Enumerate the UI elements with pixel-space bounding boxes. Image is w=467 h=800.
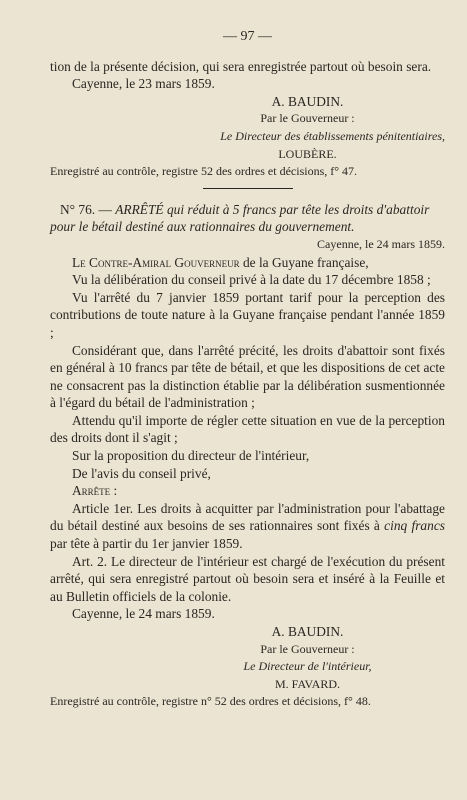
decree-number: N° 76. [60, 201, 96, 217]
article-1-italic: cinq francs [384, 518, 445, 534]
previous-director-name: LOUBÈRE. [278, 146, 337, 161]
issuer-rest: de la Guyane française, [242, 254, 369, 270]
decree-issuer [50, 254, 445, 272]
consideration: Attendu qu'il importe de régler cette situation en vue de la perception des droits dont il s'agit ; [50, 412, 445, 446]
arrete-label: Arrête : [72, 483, 118, 499]
decree-director-name: M. FAVARD. [274, 676, 341, 691]
previous-registration: Enregistré au contrôle, registre 52 des ordres et décisions, f° 47. [50, 164, 358, 179]
decree-dateline: Cayenne, le 24 mars 1859. [317, 236, 445, 251]
decree-title [50, 201, 445, 236]
decree-place-date: Cayenne, le 24 mars 1859. [72, 606, 215, 622]
decree-title-caps: ARRÊTÉ [115, 201, 164, 217]
decree-dash: — [98, 201, 112, 217]
consideration: De l'avis du conseil privé, [72, 465, 211, 481]
previous-place-date: Cayenne, le 23 mars 1859. [72, 76, 215, 92]
article-1-text-a: Les droits à acquitter par l'administration pour l'abattage du bétail destiné aux besoins de ses rationnaires sont fixés à [50, 500, 445, 534]
previous-signer: A. BAUDIN. [271, 93, 344, 109]
decree-title-rest: qui réduit à 5 francs par tête les droits d'abattoir pour le bétail destiné aux rationnaires du gouvernement. [50, 201, 430, 235]
consideration: Vu la délibération du conseil privé à la date du 17 décembre 1858 ; [72, 272, 431, 288]
article-1 [50, 500, 445, 553]
previous-by-governor: Par le Gouverneur : [260, 111, 355, 126]
article-2: Art. 2. Le directeur de l'intérieur est chargé de l'exécution du présent arrêté, qui sera enregistré partout où besoin sera et inséré à la Feuille et au Bulletin officiels de la colonie. [50, 553, 445, 604]
article-1-label: Article 1er. [72, 500, 134, 516]
decree-signer: A. BAUDIN. [271, 624, 344, 639]
issuer-caps: Le Contre-Amiral Gouverneur [72, 254, 240, 270]
page-number: — 97 — [223, 29, 272, 44]
consideration: Sur la proposition du directeur de l'intérieur, [72, 448, 310, 464]
article-1-text-b: par tête à partir du 1er janvier 1859. [50, 536, 243, 552]
previous-decision-end: tion de la présente décision, qui sera enregistrée partout où besoin sera. [50, 58, 432, 74]
decree-by-governor: Par le Gouverneur : [260, 641, 355, 656]
decree-registration: Enregistré au contrôle, registre n° 52 des ordres et décisions, f° 48. [50, 694, 371, 709]
section-divider [203, 188, 293, 189]
previous-director-title: Le Directeur des établissements pénitentiaires, [220, 128, 445, 143]
consideration: Considérant que, dans l'arrêté précité, les droits d'abattoir sont fixés en général à 10 francs par tête de bétail, et que les dispositions de cet acte ne consacrent pas la distinction établie par la délibération susmentionnée à l'égard du bétail de l'administration ; [50, 342, 445, 411]
consideration: Vu l'arrêté du 7 janvier 1859 portant tarif pour la perception des contributions de toute nature à la Guyane française pendant l'année 1859 ; [50, 289, 445, 340]
decree-director-title: Le Directeur de l'intérieur, [243, 659, 372, 674]
